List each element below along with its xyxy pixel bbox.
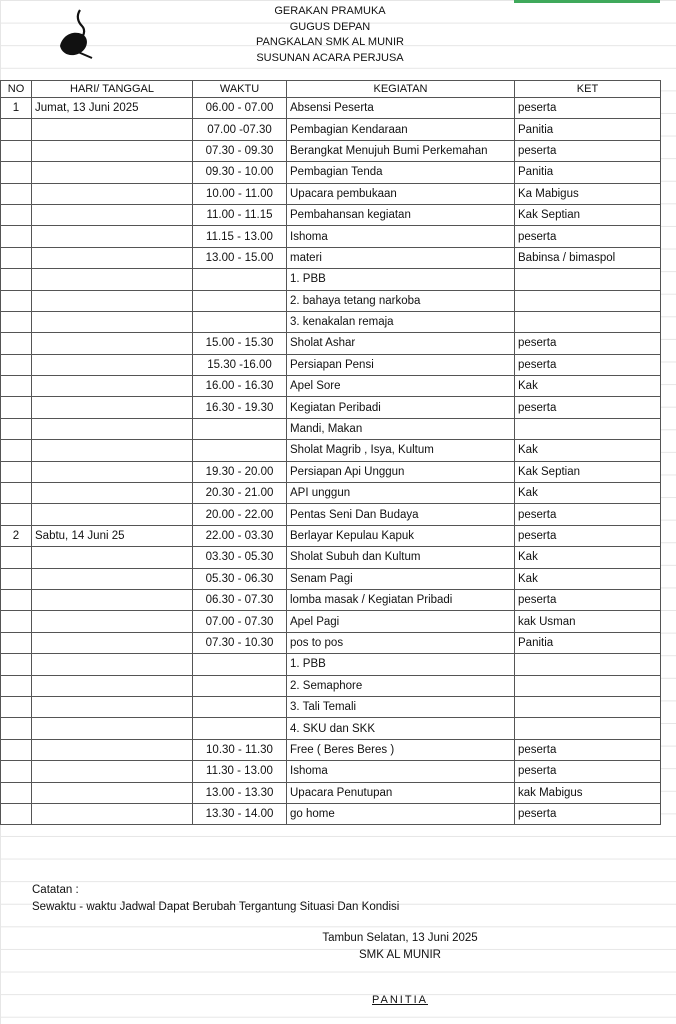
cell-kegiatan[interactable]: 3. kenakalan remaja [287,311,515,332]
cell-ket[interactable]: Kak [515,440,661,461]
cell-kegiatan[interactable]: Sholat Subuh dan Kultum [287,547,515,568]
cell-no[interactable] [1,568,32,589]
cell-hari-tanggal[interactable] [32,483,193,504]
cell-ket[interactable] [515,311,661,332]
cell-hari-tanggal[interactable] [32,718,193,739]
table-row [1,675,661,696]
cell-kegiatan[interactable]: API unggun [287,483,515,504]
cell-kegiatan[interactable]: Apel Sore [287,376,515,397]
table-row [1,589,661,610]
table-row [1,654,661,675]
cell-hari-tanggal[interactable] [32,675,193,696]
table-row [1,418,661,439]
table-row [1,269,661,290]
table-row [1,162,661,183]
cell-hari-tanggal[interactable] [32,140,193,161]
cell-waktu[interactable]: 11.30 - 13.00 [193,761,287,782]
cell-ket[interactable] [515,696,661,717]
header-line-4: SUSUNAN ACARA PERJUSA [256,51,404,64]
cell-ket[interactable]: Babinsa / bimaspol [515,247,661,268]
cell-kegiatan[interactable]: Apel Pagi [287,611,515,632]
cell-no[interactable] [1,504,32,525]
cell-no[interactable] [1,247,32,268]
table-row [1,504,661,525]
cell-waktu[interactable]: 11.15 - 13.00 [193,226,287,247]
cell-no[interactable] [1,269,32,290]
cell-no[interactable] [1,440,32,461]
cell-no[interactable] [1,376,32,397]
cell-ket[interactable]: peserta [515,140,661,161]
cell-no[interactable] [1,803,32,824]
cell-no[interactable] [1,311,32,332]
cell-kegiatan[interactable]: Mandi, Makan [287,418,515,439]
cell-ket[interactable]: peserta [515,761,661,782]
table-row [1,696,661,717]
cell-waktu[interactable]: 13.00 - 13.30 [193,782,287,803]
cell-waktu[interactable]: 16.00 - 16.30 [193,376,287,397]
cell-waktu[interactable]: 13.30 - 14.00 [193,803,287,824]
cell-ket[interactable]: Kak [515,483,661,504]
cell-kegiatan[interactable]: go home [287,803,515,824]
cell-no[interactable] [1,290,32,311]
cell-waktu[interactable]: 10.00 - 11.00 [193,183,287,204]
cell-ket[interactable]: Kak [515,376,661,397]
table-row [1,247,661,268]
cell-waktu[interactable]: 22.00 - 03.30 [193,525,287,546]
header-ket[interactable]: KET [515,81,661,98]
cell-kegiatan[interactable]: 1. PBB [287,269,515,290]
cell-no[interactable] [1,696,32,717]
cell-waktu[interactable]: 20.30 - 21.00 [193,483,287,504]
signature-place-date: Tambun Selatan, 13 Juni 2025 [322,932,478,944]
schedule-table [0,80,661,825]
cell-waktu[interactable]: 15.30 -16.00 [193,354,287,375]
cell-ket[interactable]: Kak Septian [515,461,661,482]
table-row [1,568,661,589]
cell-kegiatan[interactable]: Upacara pembukaan [287,183,515,204]
notes-text: Sewaktu - waktu Jadwal Dapat Berubah Tergantung Situasi Dan Kondisi [32,901,400,913]
table-row [1,333,661,354]
cell-waktu[interactable] [193,675,287,696]
table-row [1,440,661,461]
table-row [1,226,661,247]
cell-ket[interactable] [515,675,661,696]
cell-kegiatan[interactable]: Upacara Penutupan [287,782,515,803]
cell-waktu[interactable]: 11.00 - 11.15 [193,204,287,225]
table-row [1,547,661,568]
cell-ket[interactable]: peserta [515,803,661,824]
cell-waktu[interactable]: 09.30 - 10.00 [193,162,287,183]
cell-waktu[interactable] [193,311,287,332]
cell-hari-tanggal[interactable] [32,739,193,760]
cell-waktu[interactable]: 05.30 - 06.30 [193,568,287,589]
cell-kegiatan[interactable]: Pembahansan kegiatan [287,204,515,225]
header-waktu[interactable]: WAKTU [193,81,287,98]
cell-no[interactable] [1,739,32,760]
cell-hari-tanggal[interactable] [32,311,193,332]
cell-kegiatan[interactable]: Berlayar Kepulau Kapuk [287,525,515,546]
cell-ket[interactable]: peserta [515,354,661,375]
cell-hari-tanggal[interactable] [32,504,193,525]
cell-ket[interactable]: Kak [515,568,661,589]
cell-no[interactable]: 1 [1,98,32,119]
cell-ket[interactable]: peserta [515,739,661,760]
cell-waktu[interactable]: 16.30 - 19.30 [193,397,287,418]
cell-hari-tanggal[interactable] [32,269,193,290]
cell-waktu[interactable]: 03.30 - 05.30 [193,547,287,568]
signature-committee: PANITIA [372,994,428,1006]
cell-kegiatan[interactable]: 3. Tali Temali [287,696,515,717]
table-row [1,803,661,824]
cell-kegiatan[interactable]: Persiapan Api Unggun [287,461,515,482]
cell-ket[interactable]: peserta [515,504,661,525]
cell-hari-tanggal[interactable] [32,162,193,183]
cell-kegiatan[interactable]: 2. Semaphore [287,675,515,696]
cell-no[interactable] [1,119,32,140]
cell-hari-tanggal[interactable] [32,568,193,589]
cell-no[interactable] [1,611,32,632]
table-row [1,98,661,119]
cell-hari-tanggal[interactable] [32,654,193,675]
table-row [1,311,661,332]
cell-no[interactable] [1,461,32,482]
cell-kegiatan[interactable]: Pentas Seni Dan Budaya [287,504,515,525]
cell-waktu[interactable] [193,718,287,739]
table-row [1,632,661,653]
cell-waktu[interactable]: 07.30 - 10.30 [193,632,287,653]
cell-no[interactable] [1,675,32,696]
cell-waktu[interactable] [193,418,287,439]
header-no[interactable]: NO [1,81,32,98]
cell-kegiatan[interactable]: Pembagian Tenda [287,162,515,183]
cell-hari-tanggal[interactable] [32,204,193,225]
table-row [1,611,661,632]
cell-waktu[interactable]: 06.00 - 07.00 [193,98,287,119]
header-hari-tanggal[interactable]: HARI/ TANGGAL [32,81,193,98]
cell-hari-tanggal[interactable] [32,119,193,140]
cell-kegiatan[interactable]: Senam Pagi [287,568,515,589]
cell-kegiatan[interactable]: Kegiatan Peribadi [287,397,515,418]
cell-no[interactable] [1,654,32,675]
table-row [1,290,661,311]
cell-kegiatan[interactable]: 4. SKU dan SKK [287,718,515,739]
cell-hari-tanggal[interactable]: Sabtu, 14 Juni 25 [32,525,193,546]
cell-no[interactable] [1,354,32,375]
cell-hari-tanggal[interactable] [32,589,193,610]
header-line-3: PANGKALAN SMK AL MUNIR [256,36,404,48]
cell-no[interactable] [1,183,32,204]
cell-waktu[interactable]: 06.30 - 07.30 [193,589,287,610]
cell-waktu[interactable]: 07.00 -07.30 [193,119,287,140]
cell-kegiatan[interactable]: Persiapan Pensi [287,354,515,375]
table-row [1,376,661,397]
cell-hari-tanggal[interactable] [32,547,193,568]
cell-waktu[interactable]: 15.00 - 15.30 [193,333,287,354]
cell-hari-tanggal[interactable] [32,333,193,354]
cell-hari-tanggal[interactable] [32,376,193,397]
cell-no[interactable] [1,483,32,504]
cell-ket[interactable]: peserta [515,589,661,610]
cell-hari-tanggal[interactable] [32,290,193,311]
cell-no[interactable] [1,204,32,225]
cell-no[interactable]: 2 [1,525,32,546]
cell-hari-tanggal[interactable] [32,397,193,418]
cell-waktu[interactable]: 20.00 - 22.00 [193,504,287,525]
cell-hari-tanggal[interactable] [32,761,193,782]
cell-no[interactable] [1,761,32,782]
cell-kegiatan[interactable]: Berangkat Menujuh Bumi Perkemahan [287,140,515,161]
cell-kegiatan[interactable]: lomba masak / Kegiatan Pribadi [287,589,515,610]
cell-no[interactable] [1,140,32,161]
cell-waktu[interactable]: 19.30 - 20.00 [193,461,287,482]
cell-no[interactable] [1,397,32,418]
cell-ket[interactable] [515,418,661,439]
table-row [1,483,661,504]
cell-kegiatan[interactable]: pos to pos [287,632,515,653]
cell-hari-tanggal[interactable] [32,440,193,461]
cell-ket[interactable]: Kak [515,547,661,568]
cell-waktu[interactable] [193,654,287,675]
cell-waktu[interactable] [193,269,287,290]
table-row [1,397,661,418]
cell-kegiatan[interactable]: Free ( Beres Beres ) [287,739,515,760]
selected-cell-indicator [514,0,660,3]
cell-kegiatan[interactable]: Pembagian Kendaraan [287,119,515,140]
document-header [160,4,500,66]
cell-no[interactable] [1,547,32,568]
cell-hari-tanggal[interactable] [32,418,193,439]
notes-section [32,882,399,916]
cell-waktu[interactable]: 10.30 - 11.30 [193,739,287,760]
header-kegiatan[interactable]: KEGIATAN [287,81,515,98]
cell-hari-tanggal[interactable] [32,632,193,653]
cell-hari-tanggal[interactable] [32,226,193,247]
cell-kegiatan[interactable]: Sholat Magrib , Isya, Kultum [287,440,515,461]
header-line-1: GERAKAN PRAMUKA [274,5,386,17]
table-header-row [1,81,661,98]
cell-ket[interactable]: peserta [515,525,661,546]
cell-waktu[interactable]: 07.00 - 07.30 [193,611,287,632]
cell-ket[interactable]: peserta [515,98,661,119]
table-row [1,354,661,375]
cell-ket[interactable] [515,654,661,675]
cell-kegiatan[interactable]: 2. bahaya tetang narkoba [287,290,515,311]
cell-ket[interactable]: Panitia [515,162,661,183]
cell-hari-tanggal[interactable] [32,803,193,824]
cell-ket[interactable]: Ka Mabigus [515,183,661,204]
cell-waktu[interactable] [193,290,287,311]
cell-waktu[interactable] [193,696,287,717]
table-row [1,140,661,161]
header-line-2: GUGUS DEPAN [289,20,371,33]
table-row [1,782,661,803]
cell-hari-tanggal[interactable] [32,611,193,632]
cell-ket[interactable]: Panitia [515,632,661,653]
cell-no[interactable] [1,226,32,247]
cell-kegiatan[interactable]: 1. PBB [287,654,515,675]
cell-kegiatan[interactable]: materi [287,247,515,268]
table-row [1,461,661,482]
cell-kegiatan[interactable]: Absensi Peserta [287,98,515,119]
table-row [1,204,661,225]
schedule-body [1,98,661,825]
cell-ket[interactable]: Kak Septian [515,204,661,225]
cell-hari-tanggal[interactable] [32,354,193,375]
signature-org: SMK AL MUNIR [358,949,441,961]
cell-kegiatan[interactable]: Ishoma [287,226,515,247]
cell-hari-tanggal[interactable] [32,183,193,204]
cell-waktu[interactable]: 07.30 - 09.30 [193,140,287,161]
cell-ket[interactable] [515,718,661,739]
cell-ket[interactable]: peserta [515,397,661,418]
cell-ket[interactable] [515,269,661,290]
cell-ket[interactable]: peserta [515,226,661,247]
cell-no[interactable] [1,782,32,803]
cell-hari-tanggal[interactable] [32,782,193,803]
cell-ket[interactable]: kak Usman [515,611,661,632]
cell-kegiatan[interactable]: Ishoma [287,761,515,782]
cell-ket[interactable]: Panitia [515,119,661,140]
table-row [1,183,661,204]
cell-waktu[interactable] [193,440,287,461]
table-row [1,739,661,760]
table-row [1,718,661,739]
notes-title: Catatan : [32,884,79,896]
table-row [1,119,661,140]
cell-no[interactable] [1,333,32,354]
table-row [1,525,661,546]
cell-ket[interactable] [515,290,661,311]
cell-hari-tanggal[interactable] [32,247,193,268]
cell-hari-tanggal[interactable]: Jumat, 13 Juni 2025 [32,98,193,119]
cell-ket[interactable]: kak Mabigus [515,782,661,803]
cell-ket[interactable]: peserta [515,333,661,354]
cell-no[interactable] [1,589,32,610]
cell-no[interactable] [1,162,32,183]
tunas-kelapa-logo-icon [56,8,96,60]
cell-hari-tanggal[interactable] [32,696,193,717]
signature-block [300,930,500,964]
cell-no[interactable] [1,718,32,739]
cell-hari-tanggal[interactable] [32,461,193,482]
cell-no[interactable] [1,418,32,439]
cell-kegiatan[interactable]: Sholat Ashar [287,333,515,354]
cell-waktu[interactable]: 13.00 - 15.00 [193,247,287,268]
cell-no[interactable] [1,632,32,653]
table-row [1,761,661,782]
